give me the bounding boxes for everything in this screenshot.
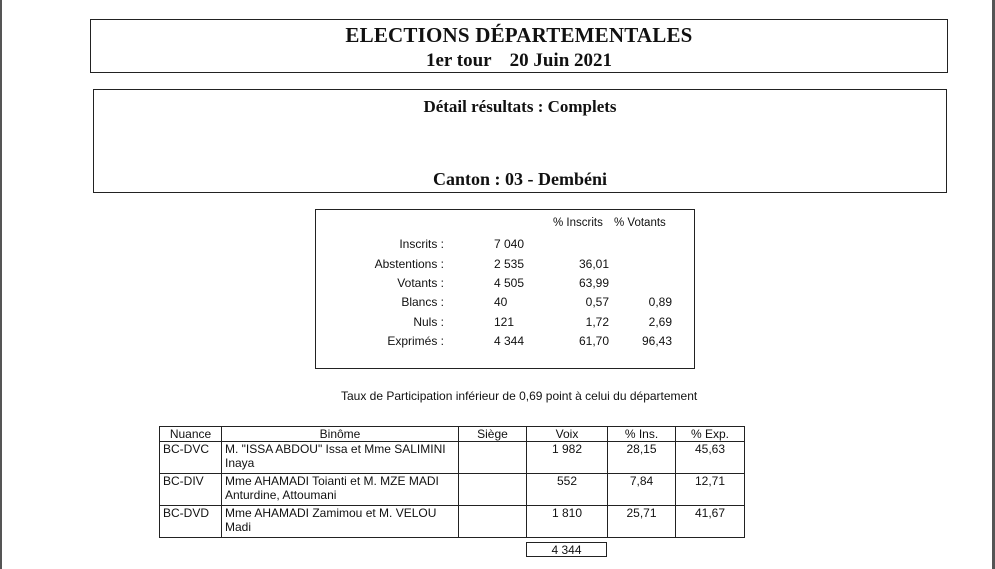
results-table [159,426,745,538]
stat-pct-votants: 96,43 [641,334,672,348]
cell-voix: 1 810 [527,506,608,538]
cell-binome: M. "ISSA ABDOU" Issa et Mme SALIMINI Inaya [222,442,459,474]
cell-nuance: BC-DVC [160,442,222,474]
table-row [160,506,745,538]
stat-label: Nuls : [413,315,444,329]
cell-voix: 552 [527,474,608,506]
stat-value: 4 344 [494,334,525,348]
page-frame-left [0,0,2,569]
election-title: ELECTIONS DÉPARTEMENTALES [345,23,693,47]
stat-pct-inscrits: 36,01 [578,257,609,271]
participation-note: Taux de Participation inférieur de 0,69 point à celui du département [341,389,698,403]
cell-pct-exp: 41,67 [676,506,745,538]
canton-title: Canton : 03 - Dembéni [433,169,607,189]
election-date: 20 Juin 2021 [509,50,613,71]
cell-binome: Mme AHAMADI Toianti et M. MZE MADI Anturdine, Attoumani [222,474,459,506]
cell-pct-ins: 25,71 [608,506,676,538]
cell-voix: 1 982 [527,442,608,474]
stat-row-nuls [316,315,694,333]
cell-siege [459,474,527,506]
stat-pct-votants: 0,89 [648,295,672,309]
stat-pct-inscrits: 1,72 [585,315,609,329]
election-round-date [91,50,947,72]
table-row [160,442,745,474]
stat-pct-votants: 2,69 [648,315,672,329]
stat-value: 4 505 [494,276,525,290]
stat-pct-inscrits: 63,99 [578,276,609,290]
col-header-pct-inscrits: % Inscrits [553,217,603,229]
stat-row-exprimes [316,334,694,352]
results-header-row [160,427,745,442]
col-header-binome: Binôme [222,427,459,442]
total-voix: 4 344 [526,542,607,557]
header-box [90,19,948,73]
stat-value: 7 040 [494,237,525,251]
detail-box [93,89,947,193]
stat-label: Votants : [397,276,444,290]
stat-label: Inscrits : [399,237,444,251]
stat-row-blancs [316,295,694,313]
col-header-nuance: Nuance [160,427,222,442]
col-header-pct-ins: % Ins. [608,427,676,442]
stat-value: 2 535 [494,257,525,271]
cell-siege [459,506,527,538]
col-header-voix: Voix [527,427,608,442]
election-round: 1er tour [425,50,492,71]
cell-pct-exp: 12,71 [676,474,745,506]
col-header-siege: Siège [459,427,527,442]
cell-nuance: BC-DVD [160,506,222,538]
stats-box [315,209,695,369]
stat-label: Exprimés : [387,334,444,348]
stat-pct-inscrits: 0,57 [585,295,609,309]
detail-title: Détail résultats : Complets [423,97,617,116]
stat-row-inscrits [316,237,694,255]
cell-siege [459,442,527,474]
stat-value: 121 [494,315,515,329]
stat-label: Blancs : [401,295,444,309]
cell-pct-ins: 7,84 [608,474,676,506]
cell-pct-ins: 28,15 [608,442,676,474]
cell-nuance: BC-DIV [160,474,222,506]
cell-binome: Mme AHAMADI Zamimou et M. VELOU Madi [222,506,459,538]
stat-row-abstentions [316,257,694,275]
col-header-pct-votants: % Votants [614,217,666,229]
col-header-pct-exp: % Exp. [676,427,745,442]
stat-value: 40 [494,295,508,309]
stat-row-votants [316,276,694,294]
cell-pct-exp: 45,63 [676,442,745,474]
table-row [160,474,745,506]
stat-label: Abstentions : [374,257,444,271]
stat-pct-inscrits: 61,70 [578,334,609,348]
